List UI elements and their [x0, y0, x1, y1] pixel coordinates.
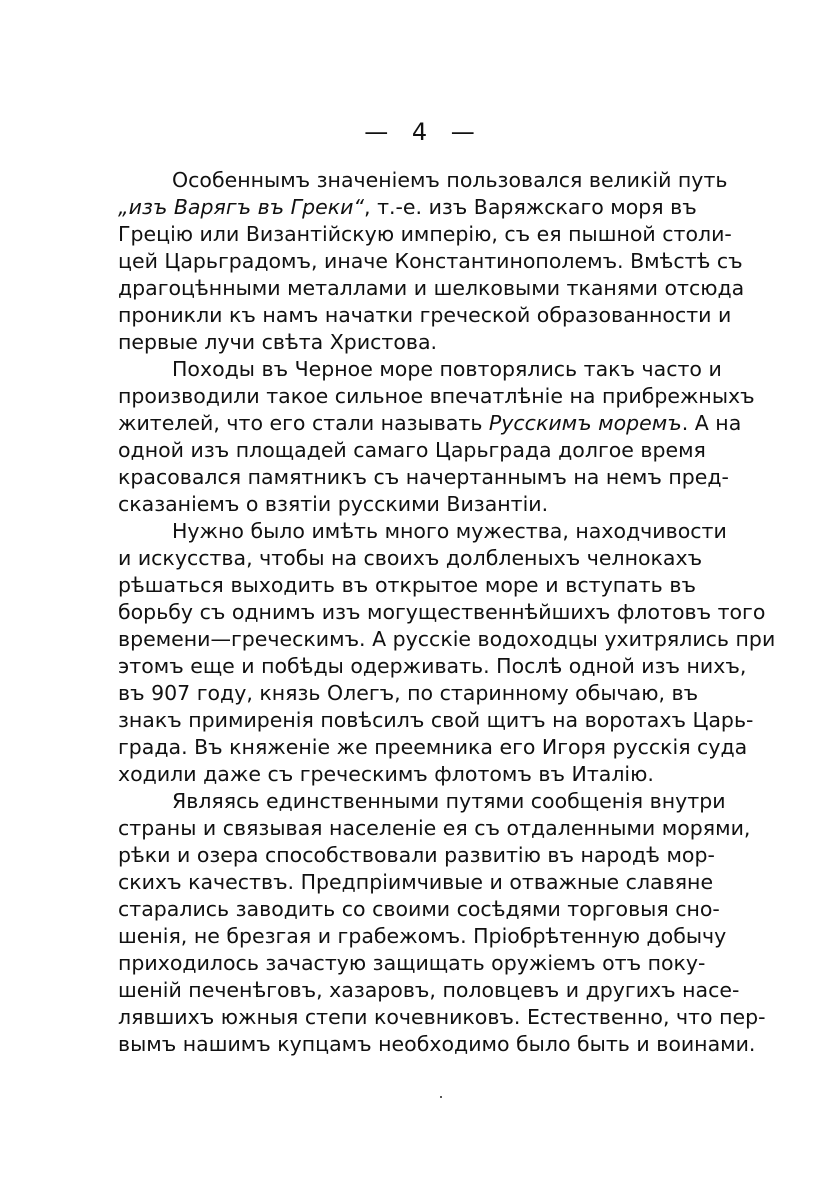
text-line: и искусства, чтобы на своихъ долбленыхъ челнокахъ [118, 546, 703, 570]
italic-phrase: „изъ Варягъ въ Греки“ [118, 195, 365, 219]
text-line: вымъ нашимъ купцамъ необходимо было быть и воинами. [118, 1032, 756, 1056]
text-line: драгоцѣнными металлами и шелковыми тканями отсюда [118, 276, 745, 300]
text-line: ходили даже съ греческимъ флотомъ въ Италiю. [118, 762, 654, 786]
text-line: проникли къ намъ начатки греческой образованности и [118, 303, 732, 327]
text-fragment: . А на [681, 411, 742, 435]
text-line: знакъ примиренiя повѣсилъ свой щитъ на воротахъ Царь- [118, 708, 754, 732]
text-line: Являясь единственными путями сообщенiя внутри [172, 789, 726, 813]
text-line: старались заводить со своими сосѣдями торговыя сно- [118, 897, 720, 921]
page-number: 4 [411, 118, 429, 146]
text-line: страны и связывая населенiе ея съ отдаленными морями, [118, 816, 751, 840]
text-line: рѣшаться выходить въ открытое море и вступать въ [118, 573, 696, 597]
text-line: скихъ качествъ. Предпрiимчивые и отважные славяне [118, 870, 714, 894]
text-line: цей Царьградомъ, иначе Константинополемъ. Вмѣстѣ съ [118, 249, 743, 273]
text-line: одной изъ площадей самаго Царьграда долгое время [118, 438, 706, 462]
text-line: этомъ еще и побѣды одерживать. Послѣ одной изъ нихъ, [118, 654, 747, 678]
text-line: лявшихъ южныя степи кочевниковъ. Естественно, что пер- [118, 1005, 766, 1029]
text-line: шенiй печенѣговъ, хазаровъ, половцевъ и другихъ насе- [118, 978, 740, 1002]
text-line: производили такое сильное впечатлѣнiе на прибрежныхъ [118, 384, 755, 408]
text-line: сказанiемъ о взятiи русскими Византiи. [118, 492, 549, 516]
text-line: приходилось зачастую защищать оружiемъ отъ поку- [118, 951, 706, 975]
text-line: Особеннымъ значенiемъ пользовался великiй путь [172, 168, 728, 192]
text-line: красовался памятникъ съ начертаннымъ на немъ пред- [118, 465, 729, 489]
text-fragment: , т.-е. изъ Варяжскаго моря въ [364, 195, 697, 219]
header-dash-right: — [450, 118, 476, 146]
text-line: Нужно было имѣть много мужества, находчивости [172, 519, 727, 543]
text-line: борьбу съ однимъ изъ могущественнѣйшихъ флотовъ того [118, 600, 766, 624]
text-line: Грецiю или Византiйскую имперiю, съ ея пышной столи- [118, 222, 732, 246]
text-line: рѣки и озера способствовали развитiю въ народѣ мор- [118, 843, 715, 867]
page-header [0, 118, 840, 146]
text-line: въ 907 году, князь Олегъ, по старинному обычаю, въ [118, 681, 699, 705]
text-fragment: жителей, что его стали называть [118, 411, 489, 435]
text-line: времени—греческимъ. А русскiе водоходцы ухитрялись при [118, 627, 776, 651]
text-line: Походы въ Черное море повторялись такъ часто и [172, 357, 722, 381]
header-dash-left: — [364, 118, 390, 146]
print-speck [440, 1096, 442, 1098]
italic-phrase: Русскимъ моремъ [488, 411, 682, 435]
text-line: первые лучи свѣта Христова. [118, 330, 438, 354]
text-line: града. Въ княженiе же преемника его Игоря русскiя суда [118, 735, 748, 759]
text-line: шенiя, не брезгая и грабежомъ. Прiобрѣтенную добычу [118, 924, 727, 948]
